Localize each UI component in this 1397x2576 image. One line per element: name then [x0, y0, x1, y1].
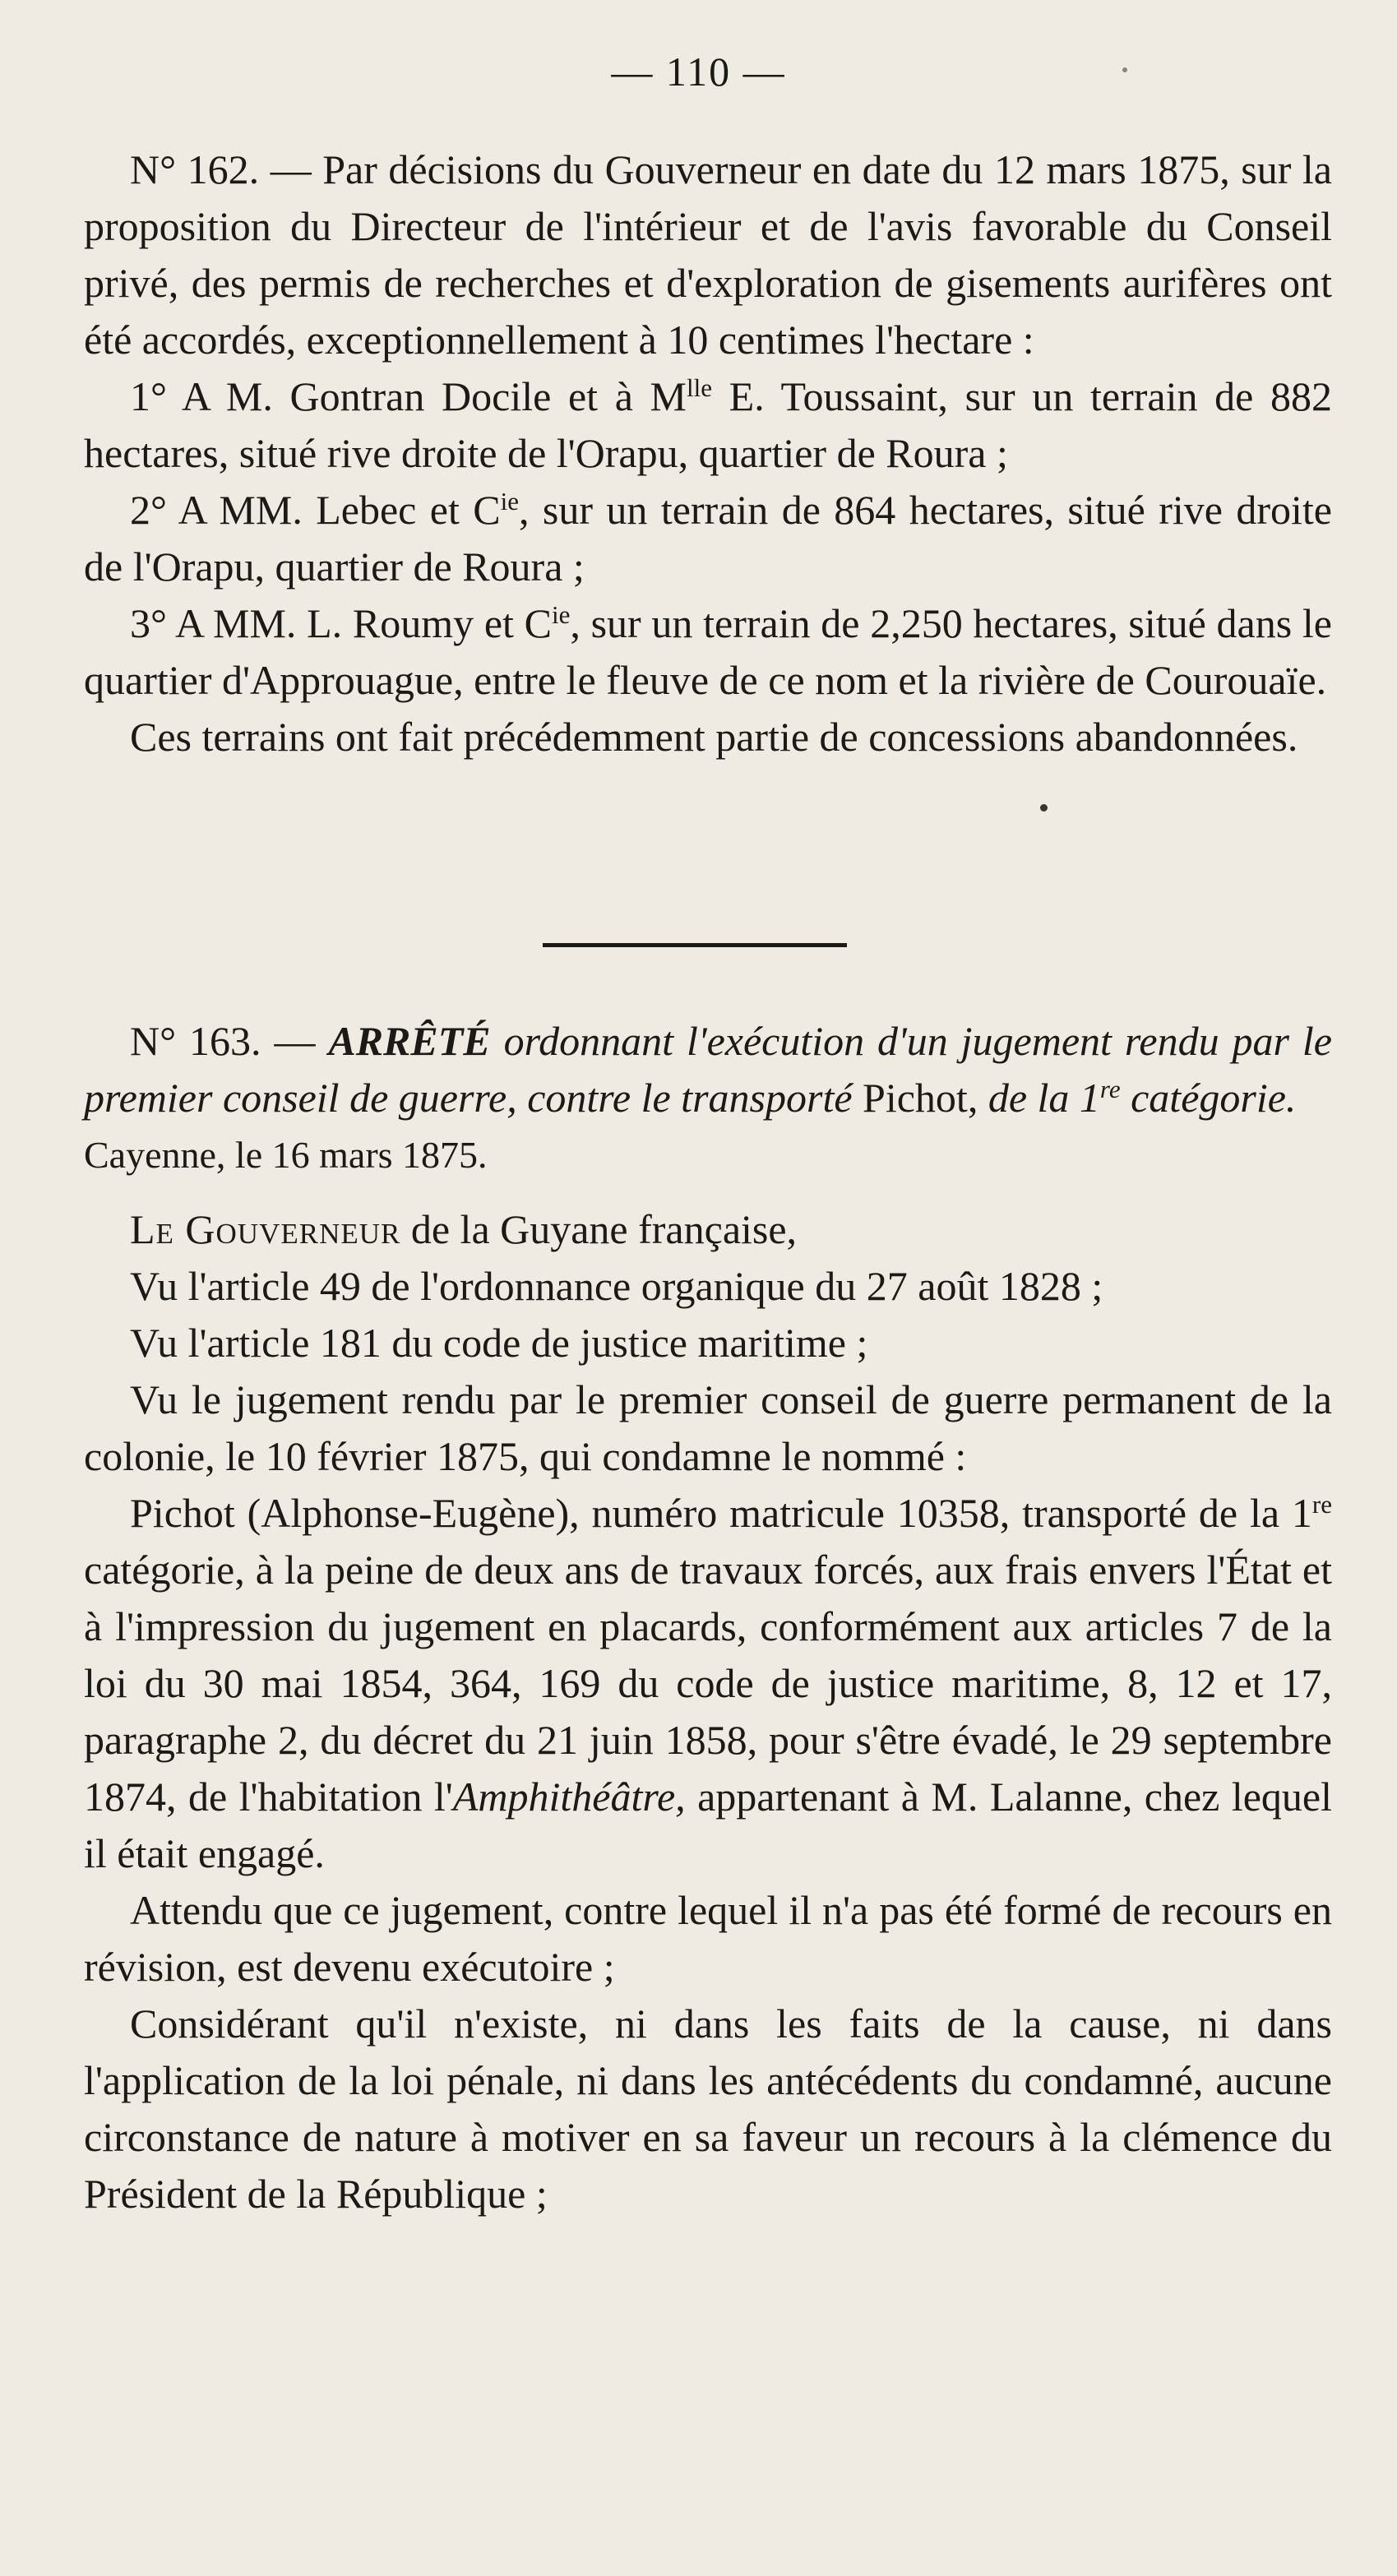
governor-line: Le Gouverneur de la Guyane française,	[130, 1206, 798, 1252]
vu-2: Vu l'article 181 du code de justice maritime ;	[130, 1320, 868, 1366]
section-divider	[543, 943, 847, 947]
vu-1: Vu l'article 49 de l'ordonnance organique du 27 août 1828 ;	[130, 1263, 1103, 1309]
entry-162-item-2: 2° A MM. Lebec et $C^{ie}$, sur un terrain de 864 hectares, situé rive droite de l'Orapu, quartier de Roura ;	[84, 486, 1332, 590]
entry-163	[84, 1013, 1332, 2222]
entry-162-item-1: 1° A M. Gontran Docile et à $M^{lle}$ E. Toussaint, sur un terrain de 882 hectares, situé rive droite de l'Orapu, quartier de Roura ;	[84, 372, 1332, 476]
dateline: Cayenne, le 16 mars 1875.	[84, 1134, 488, 1176]
entry-162-intro: N° 162. — Par décisions du Gouverneur en date du 12 mars 1875, sur la proposition du Directeur de l'intérieur et de l'avis favorable du Conseil privé, des permis de recherches et d'exploration de gisements aurifères ont été accordés, exceptionnellement à 10 centimes l'hectare :	[84, 146, 1332, 363]
attendu-paragraph: Attendu que ce jugement, contre lequel il n'a pas été formé de recours en révision, est devenu exécutoire ;	[84, 1887, 1332, 1990]
entry-162-item-3: 3° A MM. L. Roumy et $C^{ie}$, sur un terrain de 2,250 hectares, situé dans le quartier d'Approuague, entre le fleuve de ce nom et la rivière de Courouaïe.	[84, 599, 1332, 703]
paper-speck	[1122, 67, 1127, 72]
ink-speck	[1040, 804, 1048, 812]
pichot-paragraph: Pichot (Alphonse-Eugène), numéro matricule 10358, transporté de la 1re catégorie, à la peine de deux ans de travaux forcés, aux frais envers l'État et à l'impression du jugement en placards, conformément aux articles 7 de la loi du 30 mai 1854, 364, 169 du code de justice maritime, 8, 12 et 17, paragraphe 2, du décret du 21 juin 1858, pour s'être évadé, le 29 septembre 1874, de l'habitation l'Amphithéâtre, appartenant à M. Lalanne, chez lequel il était engagé.	[84, 1489, 1332, 1876]
entry-163-title: N° 163. — ARRÊTÉ ordonnant l'exécution d'un jugement rendu par le premier conseil de guerre, contre le transporté Pichot, de la 1re catégorie.	[84, 1018, 1332, 1121]
vu-3: Vu le jugement rendu par le premier conseil de guerre permanent de la colonie, le 10 février 1875, qui condamne le nommé :	[84, 1376, 1332, 1479]
entry-162-note: Ces terrains ont fait précédemment partie de concessions abandonnées.	[130, 714, 1298, 760]
page-number: — 110 —	[611, 49, 786, 95]
entry-162	[84, 141, 1332, 765]
entry-162-number: N° 162.	[130, 146, 260, 192]
considerant-paragraph: Considérant qu'il n'existe, ni dans les faits de la cause, ni dans l'application de la loi pénale, ni dans les antécédents du condamné, aucune circonstance de nature à motiver en sa faveur un recours à la clémence du Président de la République ;	[84, 2000, 1332, 2217]
entry-163-number: N° 163.	[130, 1018, 261, 1064]
